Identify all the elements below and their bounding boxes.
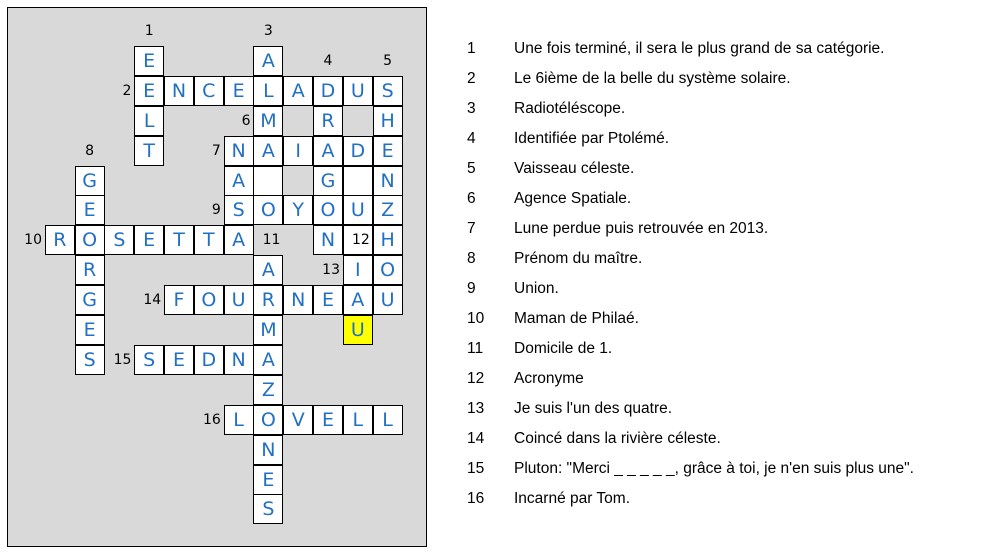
clue-number: 11 bbox=[467, 340, 484, 357]
clue-item bbox=[462, 68, 791, 90]
grid-cell[interactable]: F bbox=[164, 285, 194, 315]
grid-cell[interactable]: A bbox=[283, 76, 313, 106]
clue-number: 12 bbox=[467, 370, 485, 387]
grid-cell[interactable]: G bbox=[75, 166, 105, 196]
clue-item bbox=[462, 398, 672, 420]
clue-number-label: 15 bbox=[113, 351, 132, 368]
grid-cell[interactable]: T bbox=[164, 225, 194, 255]
grid-cell[interactable]: D bbox=[194, 345, 224, 375]
grid-cell[interactable]: M bbox=[253, 315, 283, 345]
clue-text: Prénom du maître. bbox=[514, 250, 643, 267]
clue-item bbox=[462, 188, 631, 210]
grid-cell[interactable]: E bbox=[134, 46, 164, 76]
grid-cell[interactable]: I bbox=[343, 255, 373, 285]
grid-cell[interactable]: M bbox=[253, 106, 283, 136]
grid-cell[interactable]: N bbox=[253, 435, 283, 465]
grid-cell[interactable]: S bbox=[104, 225, 134, 255]
clue-number: 7 bbox=[467, 220, 476, 237]
clue-number-label: 3 bbox=[263, 23, 273, 39]
clue-item bbox=[462, 338, 612, 360]
grid-cell[interactable]: L bbox=[253, 76, 283, 106]
grid-cell[interactable]: H bbox=[373, 225, 403, 255]
grid-cell[interactable]: E bbox=[253, 465, 283, 495]
grid-cell[interactable]: A bbox=[224, 166, 254, 196]
clue-number: 5 bbox=[467, 160, 476, 177]
clue-item bbox=[462, 428, 721, 450]
grid-cell[interactable]: N bbox=[283, 285, 313, 315]
grid-cell[interactable]: Y bbox=[283, 195, 313, 225]
grid-cell[interactable]: A bbox=[253, 345, 283, 375]
clue-number-label: 4 bbox=[323, 52, 333, 69]
clue-number-label: 6 bbox=[241, 112, 251, 129]
grid-cell[interactable]: U bbox=[224, 285, 254, 315]
grid-cell[interactable]: S bbox=[373, 76, 403, 106]
clue-number: 15 bbox=[467, 460, 485, 477]
clue-text: Coincé dans la rivière céleste. bbox=[514, 430, 721, 447]
grid-cell[interactable]: N bbox=[164, 76, 194, 106]
clue-text: Identifiée par Ptolémé. bbox=[514, 130, 670, 147]
clue-text: Je suis l'un des quatre. bbox=[514, 400, 673, 417]
grid-cell[interactable]: N bbox=[224, 345, 254, 375]
grid-cell[interactable]: O bbox=[75, 225, 105, 255]
grid-cell[interactable]: D bbox=[343, 136, 373, 166]
grid-cell[interactable]: Z bbox=[373, 195, 403, 225]
clue-text: Le 6ième de la belle du système solaire. bbox=[514, 70, 791, 87]
grid-cell[interactable]: A bbox=[253, 255, 283, 285]
grid-cell[interactable]: E bbox=[134, 76, 164, 106]
grid-cell[interactable]: E bbox=[164, 345, 194, 375]
clue-text: Agence Spatiale. bbox=[514, 190, 632, 207]
grid-cell[interactable]: L bbox=[224, 405, 254, 435]
grid-cell[interactable]: N bbox=[373, 166, 403, 196]
clue-text: Union. bbox=[514, 280, 559, 297]
grid-cell[interactable]: E bbox=[75, 315, 105, 345]
grid-cell[interactable]: U bbox=[343, 315, 373, 345]
grid-cell[interactable] bbox=[253, 166, 283, 196]
grid-cell[interactable]: S bbox=[224, 195, 254, 225]
grid-cell[interactable]: R bbox=[75, 255, 105, 285]
grid-cell[interactable]: R bbox=[45, 225, 75, 255]
clue-item bbox=[462, 308, 639, 330]
clue-number-label: 1 bbox=[144, 23, 154, 39]
grid-cell[interactable]: N bbox=[224, 136, 254, 166]
grid-cell[interactable]: U bbox=[343, 195, 373, 225]
grid-cell[interactable]: Z bbox=[253, 375, 283, 405]
grid-cell[interactable]: E bbox=[373, 136, 403, 166]
grid-cell[interactable]: O bbox=[194, 285, 224, 315]
grid-cell[interactable]: R bbox=[253, 285, 283, 315]
clue-number-label: 2 bbox=[122, 82, 132, 99]
grid-cell[interactable]: L bbox=[373, 405, 403, 435]
clue-number: 10 bbox=[467, 310, 485, 327]
clue-text: Radiotéléscope. bbox=[514, 100, 626, 117]
grid-cell[interactable]: G bbox=[75, 285, 105, 315]
clue-number: 16 bbox=[467, 490, 485, 507]
clue-number-label: 11 bbox=[262, 232, 281, 249]
grid-cell[interactable]: L bbox=[343, 405, 373, 435]
grid-cell[interactable]: S bbox=[134, 345, 164, 375]
grid-cell[interactable]: D bbox=[313, 76, 343, 106]
grid-cell[interactable]: A bbox=[313, 136, 343, 166]
grid-cell[interactable]: O bbox=[253, 405, 283, 435]
clue-number: 13 bbox=[467, 400, 485, 417]
grid-cell[interactable]: A bbox=[224, 225, 254, 255]
clue-number-label: 12 bbox=[351, 232, 370, 249]
crossword-grid bbox=[7, 7, 427, 547]
clue-item bbox=[462, 488, 630, 510]
grid-cell[interactable]: A bbox=[343, 285, 373, 315]
clue-number-label: 13 bbox=[322, 262, 340, 279]
clue-number: 14 bbox=[467, 430, 485, 447]
clue-number-label: 7 bbox=[211, 142, 221, 159]
grid-cell[interactable]: A bbox=[253, 46, 283, 76]
grid-cell[interactable]: O bbox=[373, 255, 403, 285]
grid-cell[interactable]: E bbox=[313, 285, 343, 315]
clue-number-label: 9 bbox=[211, 202, 221, 219]
clue-item bbox=[462, 158, 634, 180]
grid-cell[interactable]: U bbox=[343, 76, 373, 106]
clue-number-label: 8 bbox=[85, 142, 95, 159]
clue-number: 9 bbox=[467, 280, 476, 297]
grid-cell[interactable]: N bbox=[313, 225, 343, 255]
clue-item bbox=[462, 278, 559, 300]
grid-cell[interactable]: T bbox=[194, 225, 224, 255]
clue-number: 3 bbox=[467, 100, 476, 117]
grid-cell[interactable]: L bbox=[134, 106, 164, 136]
grid-cell[interactable]: E bbox=[313, 405, 343, 435]
grid-cell[interactable]: I bbox=[283, 136, 313, 166]
clue-number: 4 bbox=[467, 130, 476, 147]
grid-cell[interactable]: A bbox=[253, 136, 283, 166]
clue-item bbox=[462, 248, 642, 270]
clue-number-label: 5 bbox=[383, 52, 393, 69]
clue-item bbox=[462, 458, 914, 480]
grid-cell[interactable]: S bbox=[75, 345, 105, 375]
grid-cell[interactable] bbox=[343, 166, 373, 196]
grid-cell[interactable]: E bbox=[224, 76, 254, 106]
grid-cell[interactable]: R bbox=[313, 106, 343, 136]
clue-number-label: 16 bbox=[202, 411, 221, 428]
clue-item bbox=[462, 128, 669, 150]
clue-number-label: 14 bbox=[143, 292, 162, 309]
clue-number: 2 bbox=[467, 70, 476, 87]
grid-cell[interactable]: C bbox=[194, 76, 224, 106]
clue-item bbox=[462, 218, 768, 240]
grid-cell[interactable]: V bbox=[283, 405, 313, 435]
grid-cell[interactable]: O bbox=[253, 195, 283, 225]
grid-cell[interactable]: G bbox=[313, 166, 343, 196]
grid-cell[interactable]: E bbox=[75, 195, 105, 225]
clue-number: 8 bbox=[467, 250, 476, 267]
clue-item bbox=[462, 368, 584, 390]
clue-text: Lune perdue puis retrouvée en 2013. bbox=[514, 220, 769, 237]
clue-text: Acronyme bbox=[514, 370, 584, 387]
clue-text: Pluton: "Merci _ _ _ _ _, grâce à toi, je n'en suis plus une". bbox=[514, 460, 914, 477]
grid-cell[interactable]: U bbox=[373, 285, 403, 315]
clue-item bbox=[462, 98, 625, 120]
grid-cell[interactable]: O bbox=[313, 195, 343, 225]
clue-text: Domicile de 1. bbox=[514, 340, 613, 357]
clue-text: Incarné par Tom. bbox=[514, 490, 631, 507]
grid-cell[interactable]: S bbox=[253, 494, 283, 524]
grid-cell[interactable]: H bbox=[373, 106, 403, 136]
clue-text: Maman de Philaé. bbox=[514, 310, 639, 327]
grid-cell[interactable]: E bbox=[134, 225, 164, 255]
clue-text: Vaisseau céleste. bbox=[514, 160, 635, 177]
clue-number: 1 bbox=[467, 40, 476, 57]
grid-cell[interactable]: T bbox=[134, 136, 164, 166]
clue-number: 6 bbox=[467, 190, 476, 207]
clue-text: Une fois terminé, il sera le plus grand de sa catégorie. bbox=[514, 40, 885, 57]
clue-number-label: 10 bbox=[24, 232, 42, 249]
clue-item bbox=[462, 38, 884, 60]
